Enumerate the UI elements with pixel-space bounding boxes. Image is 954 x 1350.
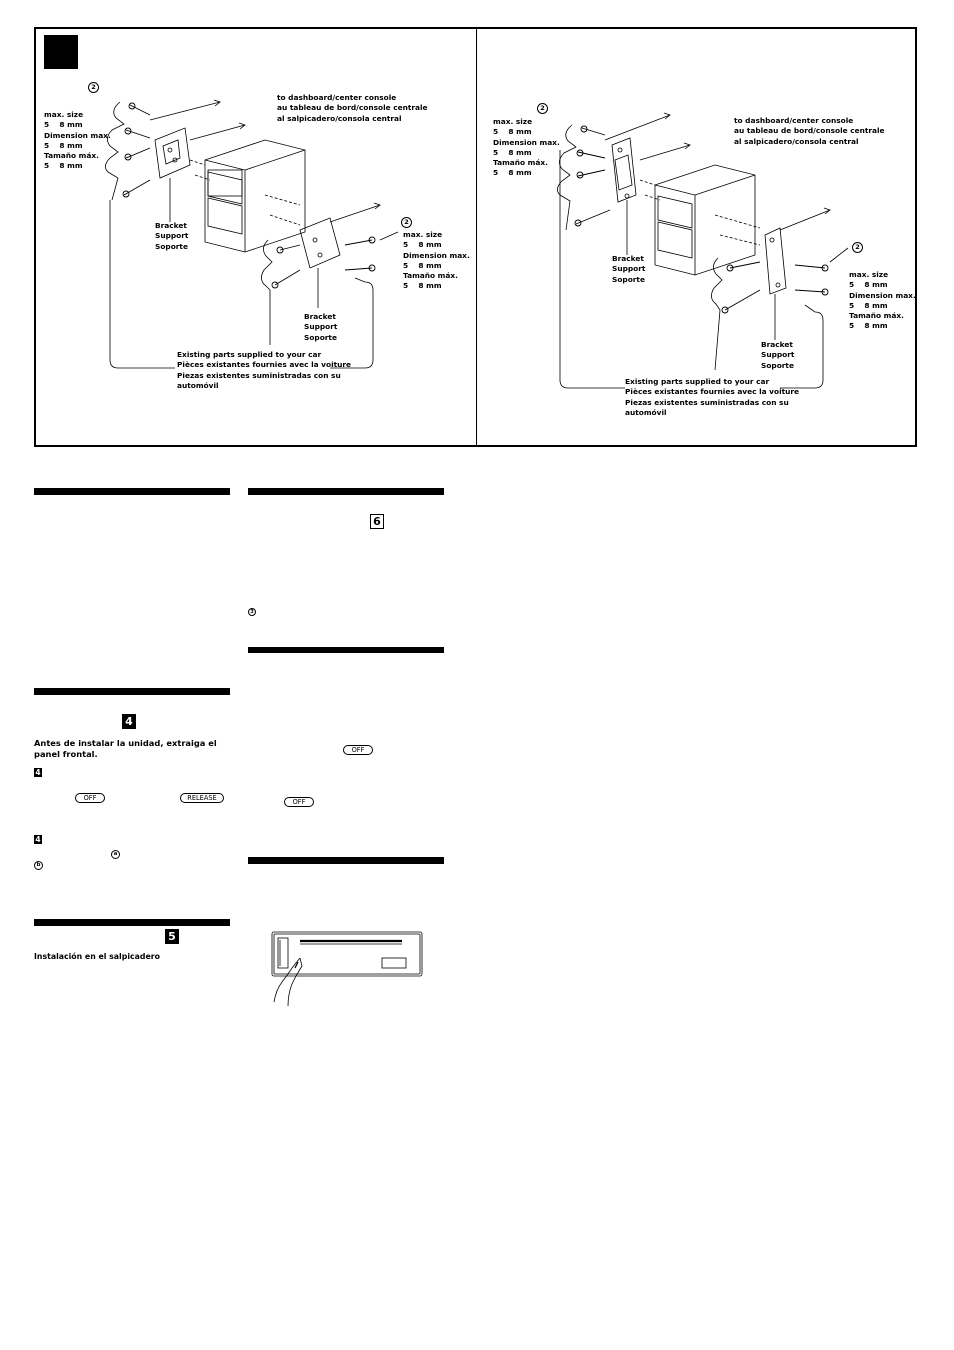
dashboard-label-right: to dashboard/center console au tableau de bord/console centrale al salpicadero/consola central [734,116,885,146]
step-5-heading: Instalación en el salpicadero [34,952,160,961]
circle-a-marker: a [111,850,120,859]
existing-parts-label-right: Existing parts supplied to your car Pièces existantes fournies avec la voiture Piezas existentes suministradas con su automóvil [625,377,800,417]
max-size-label-right-right: max. size 5 8 mm Dimension max. 5 8 mm Tamaño máx. 5 8 mm [849,270,916,331]
section-rule-1 [34,488,230,495]
step-4-sub-marker-1: 4 [35,768,41,777]
off-button-2[interactable]: OFF [343,745,373,755]
installation-diagram-art [0,0,954,460]
circle-3-marker: 3 [248,608,256,616]
circle-b-marker: b [34,861,43,870]
max-size-label-left: max. size 5 8 mm Dimension max. 5 8 mm Tamaño máx. 5 8 mm [44,110,111,171]
bracket-label-left-top: Bracket Support Soporte [155,221,189,251]
faceplate-reset-illustration [262,928,432,1008]
section-rule-3 [34,919,230,926]
callout-2-left-right: 2 [401,217,412,228]
step-4-marker: 4 [122,714,136,729]
release-button[interactable]: RELEASE [180,793,224,803]
max-size-label-left-right: max. size 5 8 mm Dimension max. 5 8 mm Tamaño máx. 5 8 mm [403,230,470,291]
step-4-instruction: Antes de instalar la unidad, extraiga el panel frontal. [34,738,217,759]
step-4-sub-marker-2: 4 [35,835,41,844]
off-button-3[interactable]: OFF [284,797,314,807]
dashboard-label-left: to dashboard/center console au tableau de bord/console centrale al salpicadero/consola central [277,93,428,123]
existing-parts-label-left: Existing parts supplied to your car Pièces existantes fournies avec la voiture Piezas existentes suministradas con su automóvil [177,350,352,390]
callout-2-right: 2 [537,103,548,114]
callout-2-right-right: 2 [852,242,863,253]
step-5-marker: 5 [165,929,179,944]
off-button[interactable]: OFF [75,793,105,803]
section-rule-2 [34,688,230,695]
step-6-marker: 6 [370,514,384,529]
section-rule-4 [248,488,444,495]
section-rule-5 [248,647,444,653]
bracket-label-right-left: Bracket Support Soporte [612,254,646,284]
max-size-label-right: max. size 5 8 mm Dimension max. 5 8 mm Tamaño máx. 5 8 mm [493,117,560,178]
callout-2-left: 2 [88,82,99,93]
bracket-label-left-bottom: Bracket Support Soporte [304,312,338,342]
bracket-label-right-bottom: Bracket Support Soporte [761,340,795,370]
section-rule-6 [248,857,444,864]
